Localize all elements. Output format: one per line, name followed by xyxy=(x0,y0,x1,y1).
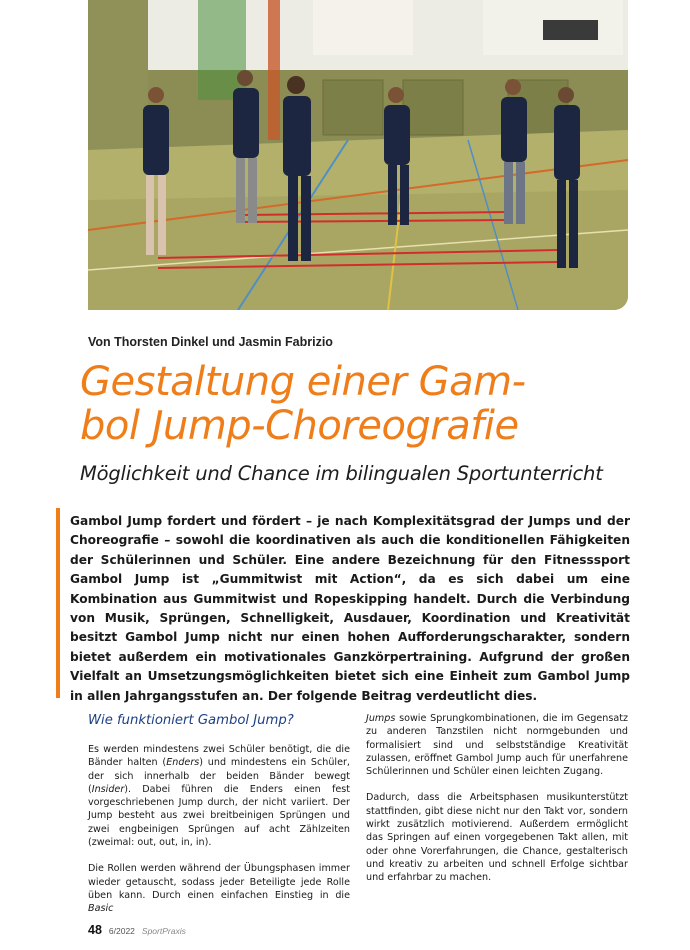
article-subtitle: Möglichkeit und Chance im bilingualen Sportunterricht xyxy=(80,462,603,485)
body-paragraph: Die Rollen werden während der Übungsphasen immer wieder getauscht, sodass jeder Beteiligte jede Rolle üben kann. Durch einen einfachen Einstieg in die Basic xyxy=(88,863,350,915)
author-byline: Von Thorsten Dinkel und Jasmin Fabrizio xyxy=(88,335,333,349)
lead-accent-bar xyxy=(56,508,60,698)
body-paragraph: Es werden mindestens zwei Schüler benötigt, die die Bänder halten (Enders) und mindestens ein Schüler, der sich innerhalb der beiden Bänder bewegt (Insider). Dabei führen die Enders einen fest vorgeschriebenen Jump durch, der nicht variiert. Der Jump besteht aus zwei breitbeinigen Sprüngen und zwei engbeinigen Sprüngen auf acht Zählzeiten (zweimal: out, out, in, in). xyxy=(88,744,350,849)
magazine-name: SportPraxis xyxy=(141,926,186,936)
title-line-2: bol Jump-Choreografie xyxy=(80,403,519,449)
body-column-right xyxy=(366,712,628,898)
body-column-left xyxy=(88,712,350,929)
body-paragraph: Dadurch, dass die Arbeitsphasen musikunterstützt stattfinden, gibt diese nicht nur den Takt vor, sondern wirkt zusätzlich motivierend. Außerdem ermöglicht das Springen auf einen vorgegebenen Takt allen, mit oder ohne Vorerfahrungen, die Chance, gestalterisch und kreativ zu arbeiten und schnell Erfolge sichtbar und erfahrbar zu machen. xyxy=(366,792,628,884)
article-title xyxy=(80,360,640,448)
lead-paragraph: Gambol Jump fordert und fördert – je nach Komplexitätsgrad der Jumps und der Choreografie – sowohl die koordinativen als auch die konditionellen Fähigkeiten der Schülerinnen und Schüler. Eine andere Bezeichnung für den Fitnesssport Gambol Jump ist „Gummitwist mit Action“, da es sich dabei um eine Kombination aus Gummitwist und Ropeskipping handelt. Durch die Verbindung von Musik, Sprüngen, Schnelligkeit, Ausdauer, Koordination und Kreativität besitzt Gambol Jump nicht nur einen hohen Aufforderungscharakter, sondern bietet außerdem ein motivationales Ganzkörpertraining. Aufgrund der großen Vielfalt an Umsetzungsmöglichkeiten bietet sich eine Einheit zum Gambol Jump in allen Jahrgangsstufen an. Der folgende Beitrag verdeutlicht dies. xyxy=(70,514,630,703)
issue-label: 6/2022 xyxy=(108,926,135,936)
body-paragraph: Jumps sowie Sprungkombinationen, die im Gegensatz zu anderen Tanzstilen nicht normgebunden und formalisiert sind und selbstständige Kreativität zulassen, eröffnet Gambol Jump auch für unerfahrene Schülerinnen und Schüler einen leichten Zugang. xyxy=(366,713,628,778)
gym-photo xyxy=(88,0,628,310)
section-heading: Wie funktioniert Gambol Jump? xyxy=(88,713,294,728)
gym-scene-illustration xyxy=(88,0,628,310)
title-line-1: Gestaltung einer Gam- xyxy=(80,359,526,405)
page-footer xyxy=(88,923,186,937)
page-number: 48 xyxy=(88,923,102,937)
